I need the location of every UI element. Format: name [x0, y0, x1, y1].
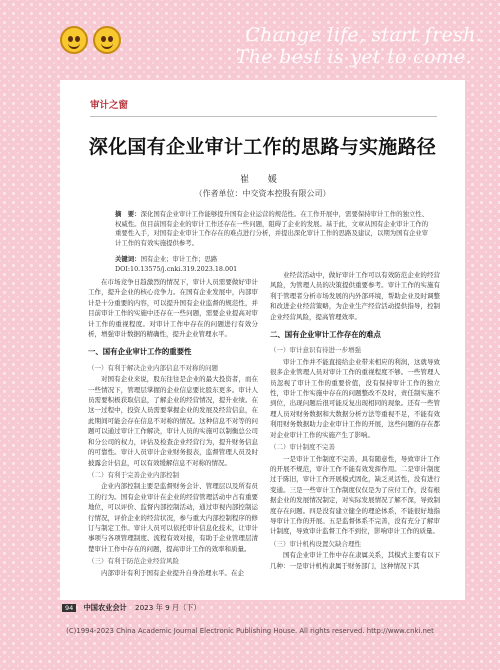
body-column-left: [88, 277, 258, 578]
subheading-1-3: （三）有利于防范企业经营风险: [88, 557, 179, 566]
paragraph-1-3: 内部审计有利于国有企业提升自身治理水平。在企: [101, 568, 244, 577]
paragraph-2-1: 审计工作并不能直接给企业带来相应的利润，这就导致很多企业管理人员对审计工作的重视程度不够。一些管理人员忽视了审计工作的重要价值，没有保持审计工作的独立性，审计工作实施中存在的问题整改不及时，责任制实施不到位，出现问题后很可能反复出现相同的现象。还有一些管理人员对财务数据和大数据分析方法等重视不足，不能有效利用财务数据助力企业审计工作的开展，这些问题的存在都对企业审计工作的实施产生了影响。: [270, 357, 440, 439]
paragraph-continued: 业经营活动中，做好审计工作可以有效防范企业的经营风险，为管理人员的决策提供重要参考。审计工作的实施有利于管理者分析市场发展的内外部环境，帮助企业及时调整和改进企业经营策略，为企业生产经营活动提供指导，控制企业经营风险，提高管理效率。: [270, 271, 440, 321]
author-name: 崔 媛: [240, 175, 285, 185]
page-number: 94: [62, 604, 76, 612]
slogan-line-2: The best is yet to come.: [235, 46, 472, 68]
intro-paragraph: 在市场竞争日趋激烈的情况下，审计人员需要做好审计工作，提升企业的核心竞争力。在国有企业发展中，内部审计是十分重要的内容，可以提升国有企业监督的规范性，并目前审计工作的实施中还存在一些问题，需要企业提高对审计工作的重视程度。对审计工作中存在的问题进行有效分析，增强审计数据的精确性，提升企业管理水平。: [88, 278, 258, 339]
doi: DOI:10.13575/j.cnki.319.2023.18.001: [115, 265, 238, 273]
header-divider: [90, 116, 437, 117]
smiley-decoration-right: [93, 26, 121, 54]
paragraph-1-2: 企业内部控制主要是监督财务会计、管理层以及所有员工的行为。国有企业审计在企业的经营管理活动中占有重要地位，可以评价、监督内部控制活动，通过审视内部控制运行情况，评价企业的经营状况，参与重大内部控制程序的修订与制定工作。审计人员可以依托审计信息化技术，让审计事项与各项管理制度、流程有效对接，有助于企业管理层清楚审计工作中存在的问题，提高审计工作的效率和质量。: [88, 482, 258, 553]
abstract-label: 摘 要：: [115, 210, 141, 218]
subheading-2-1: （一）审计意识有待进一步增强: [270, 346, 361, 355]
magazine-name: 中国农业会计: [83, 603, 127, 612]
paragraph-1-1: 对国有企业来说，股东往往是企业的最大投资者，而在一些情况下，管理层掌握的企业信息要比股东更多。审计人员需要积极获取信息，了解企业的经营情况，提升业绩。在这一过程中，投资人员需要掌握企业的发展及经营信息，在此期间可能会存在信息不对称的情况。这种信息不对等的问题可以通过审计工作解决，审计人员的实施可以制衡总公司和分公司的权力，评估及检查企业经营行为，提升财务信息的可靠性。审计人员审计企业财务报表，监督管理人员及时披露会计信息，可以有效缓解信息不对称的情况。: [88, 375, 258, 467]
section-heading-2: 二、国有企业审计工作存在的难点: [270, 330, 381, 340]
subheading-2-3: （三）审计机构设置欠缺合理性: [270, 539, 361, 548]
abstract: [115, 210, 433, 248]
keywords: [115, 254, 433, 263]
paragraph-2-3: 国有企业审计工作中存在隶属关系，其模式主要有以下几种：一是审计机构隶属于财务部门，这种情况下其: [270, 551, 440, 570]
slogan-line-1: Change life, start fresh.: [245, 24, 482, 46]
article-page: [60, 80, 465, 600]
smiley-decoration-left: [60, 26, 88, 54]
section-heading-1: 一、国有企业审计工作的重要性: [88, 347, 192, 357]
subheading-2-2: （二）审计制度不完善: [270, 443, 335, 452]
keywords-text: 国有企业；审计工作；思路: [140, 255, 218, 263]
keywords-label: 关键词：: [115, 255, 141, 263]
copyright-notice: (C)1994-2023 China Academic Journal Electronic Publishing House. All rights reserved. http://www.cnki.net: [66, 627, 434, 635]
column-label: 审计之窗: [90, 100, 129, 111]
paragraph-2-2: 一是审计工作制度不完善，具有随意性，导致审计工作的开展不规范，审计工作不能有效发挥作用。二是审计制度过于陈旧，审计工作开展模式固化，缺乏灵活性，没有进行变通。三是一些审计工作制度仅仅是为了应付工作，没有根据企业的发展情况制定，对实际发展情况了解不深，导致制度存在问题。四是没有建立健全的理论体系，不能很好地指导审计工作的开展。五是监督体系不完善，没有充分了解审计制度，导致审计监督工作不到位，影响审计工作的质量。: [270, 454, 440, 536]
author-affiliation: （作者单位：中交资本控股有限公司）: [194, 189, 331, 198]
subheading-1-2: （二）有利于完善企业内部控制: [88, 470, 179, 479]
abstract-text: 深化国有企业审计工作能够提升国有企业运营的规范性。在工作开展中，需要保持审计工作的独立性、权威性。但目前国有企业的审计工作还存在一些问题，阻碍了企业的发展。基于此，文章从国有企业审计工作的重要性入手，对国有企业审计工作存在的难点进行分析，并提出深化审计工作的思路及建议，以期为国有企业审计工作的有效实施提供参考。: [115, 210, 429, 247]
page-footer: [62, 603, 201, 613]
body-column-right: [270, 270, 440, 571]
issue-date: 2023 年 9 月（下）: [135, 603, 201, 612]
article-title: 深化国有企业审计工作的思路与实施路径: [88, 136, 437, 158]
subheading-1-1: （一）有利于解决企业内部信息不对称的问题: [88, 363, 218, 372]
